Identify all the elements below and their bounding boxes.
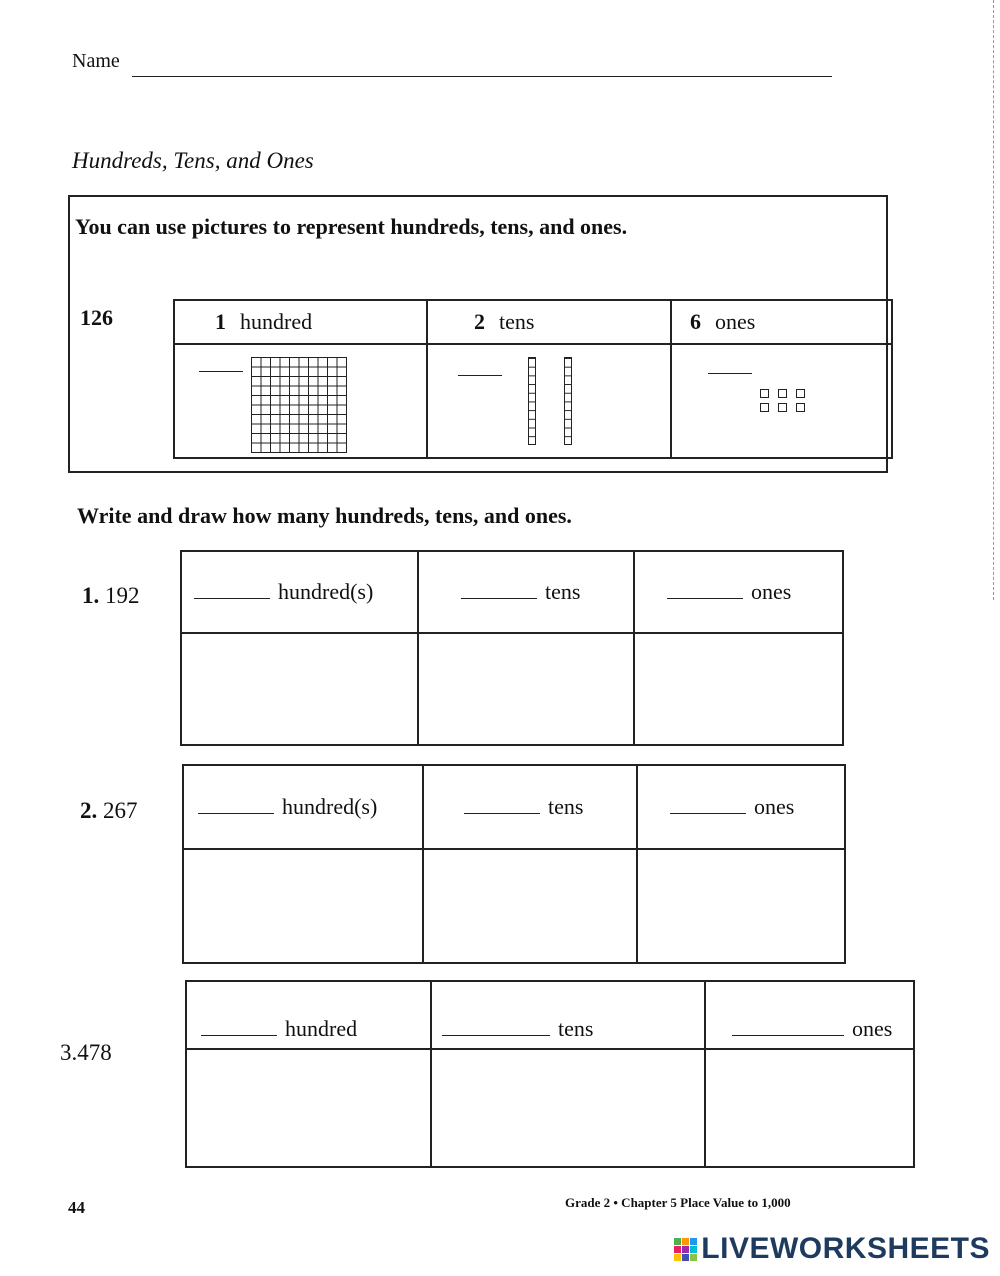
problem-3-hundreds-answer[interactable]	[201, 1017, 277, 1036]
problem-1-hundreds-label: hundred(s)	[278, 579, 374, 604]
problem-2-hundreds-draw-cell[interactable]	[183, 849, 423, 963]
problem-1-table	[180, 550, 844, 746]
example-ones-blank	[708, 373, 752, 374]
problem-1-hundreds-header	[181, 551, 418, 633]
problem-3-hundreds-draw-cell[interactable]	[186, 1049, 431, 1167]
problem-2-hundreds-label: hundred(s)	[282, 794, 378, 819]
example-tens-header	[427, 300, 671, 344]
problem-1-ones-label: ones	[751, 579, 792, 604]
liveworksheets-grid-icon	[674, 1238, 697, 1261]
problem-3-tens-draw-cell[interactable]	[431, 1049, 705, 1167]
example-tens-picture-cell	[427, 344, 671, 458]
problem-1-hundreds-answer[interactable]	[194, 580, 270, 599]
one-cube-block	[778, 403, 787, 412]
problem-2-tens-label: tens	[548, 794, 584, 819]
problem-1-label	[82, 583, 140, 609]
one-cube-block	[778, 389, 787, 398]
problem-1-tens-label: tens	[545, 579, 581, 604]
chapter-footer: Grade 2 • Chapter 5 Place Value to 1,000	[565, 1195, 791, 1210]
problem-3-number: 478	[77, 1040, 112, 1065]
one-cube-block	[760, 389, 769, 398]
example-ones-picture-cell	[671, 344, 892, 458]
example-ones-header	[671, 300, 892, 344]
problem-2-tens-header	[423, 765, 637, 849]
problem-2-hundreds-answer[interactable]	[198, 795, 274, 814]
problem-3-index: 3.	[60, 1040, 78, 1065]
problem-2-number: 267	[103, 798, 138, 823]
example-ones-label: ones	[715, 309, 756, 334]
liveworksheets-wordmark: LIVEWORKSHEETS	[701, 1232, 990, 1265]
problem-2-ones-header	[637, 765, 845, 849]
example-description: You can use pictures to represent hundreds, tens, and ones.	[75, 214, 628, 239]
ten-rod-block	[528, 357, 536, 445]
problem-3-label	[60, 1040, 112, 1066]
name-input-line[interactable]	[132, 76, 832, 77]
liveworksheets-logo[interactable]	[674, 1232, 990, 1266]
problem-2-tens-answer[interactable]	[464, 795, 540, 814]
instruction-text: Write and draw how many hundreds, tens, and ones.	[77, 503, 572, 528]
scan-edge-artifact	[993, 0, 1000, 600]
problem-2-label	[80, 798, 138, 824]
problem-2-index: 2.	[80, 798, 98, 823]
example-hundreds-header	[174, 300, 427, 344]
problem-2-hundreds-header	[183, 765, 423, 849]
problem-2-ones-draw-cell[interactable]	[637, 849, 845, 963]
example-tens-label: tens	[499, 309, 535, 334]
one-cube-block	[760, 403, 769, 412]
name-label: Name	[72, 50, 120, 72]
example-place-value-table	[173, 299, 893, 459]
example-ones-digit: 6	[690, 309, 701, 334]
page-number: 44	[68, 1198, 85, 1217]
problem-2-table	[182, 764, 846, 964]
example-number: 126	[80, 305, 113, 330]
problem-3-hundreds-label: hundred	[285, 1016, 358, 1041]
example-hundreds-label: hundred	[240, 309, 313, 334]
problem-2-ones-label: ones	[754, 794, 795, 819]
worksheet-title: Hundreds, Tens, and Ones	[72, 148, 314, 173]
problem-2-tens-draw-cell[interactable]	[423, 849, 637, 963]
problem-3-tens-answer[interactable]	[442, 1017, 550, 1036]
problem-3-ones-header	[705, 981, 914, 1049]
problem-2-ones-answer[interactable]	[670, 795, 746, 814]
example-tens-blank	[458, 375, 502, 376]
example-hundreds-digit: 1	[215, 309, 226, 334]
one-cube-block	[796, 389, 805, 398]
one-cube-block	[796, 403, 805, 412]
example-hundreds-picture-cell	[174, 344, 427, 458]
problem-1-tens-answer[interactable]	[461, 580, 537, 599]
problem-1-hundreds-draw-cell[interactable]	[181, 633, 418, 745]
problem-1-ones-draw-cell[interactable]	[634, 633, 843, 745]
problem-3-tens-header	[431, 981, 705, 1049]
problem-3-table	[185, 980, 915, 1168]
problem-3-tens-label: tens	[558, 1016, 594, 1041]
problem-1-number: 192	[105, 583, 140, 608]
problem-1-tens-draw-cell[interactable]	[418, 633, 634, 745]
hundred-flat-block	[251, 357, 347, 453]
example-hundreds-blank	[199, 371, 243, 372]
ten-rod-block	[564, 357, 572, 445]
example-tens-digit: 2	[474, 309, 485, 334]
problem-1-tens-header	[418, 551, 634, 633]
problem-3-ones-draw-cell[interactable]	[705, 1049, 914, 1167]
problem-1-ones-header	[634, 551, 843, 633]
problem-1-index: 1.	[82, 583, 100, 608]
problem-1-ones-answer[interactable]	[667, 580, 743, 599]
problem-3-hundreds-header	[186, 981, 431, 1049]
problem-3-ones-label: ones	[852, 1016, 893, 1041]
problem-3-ones-answer[interactable]	[732, 1017, 844, 1036]
